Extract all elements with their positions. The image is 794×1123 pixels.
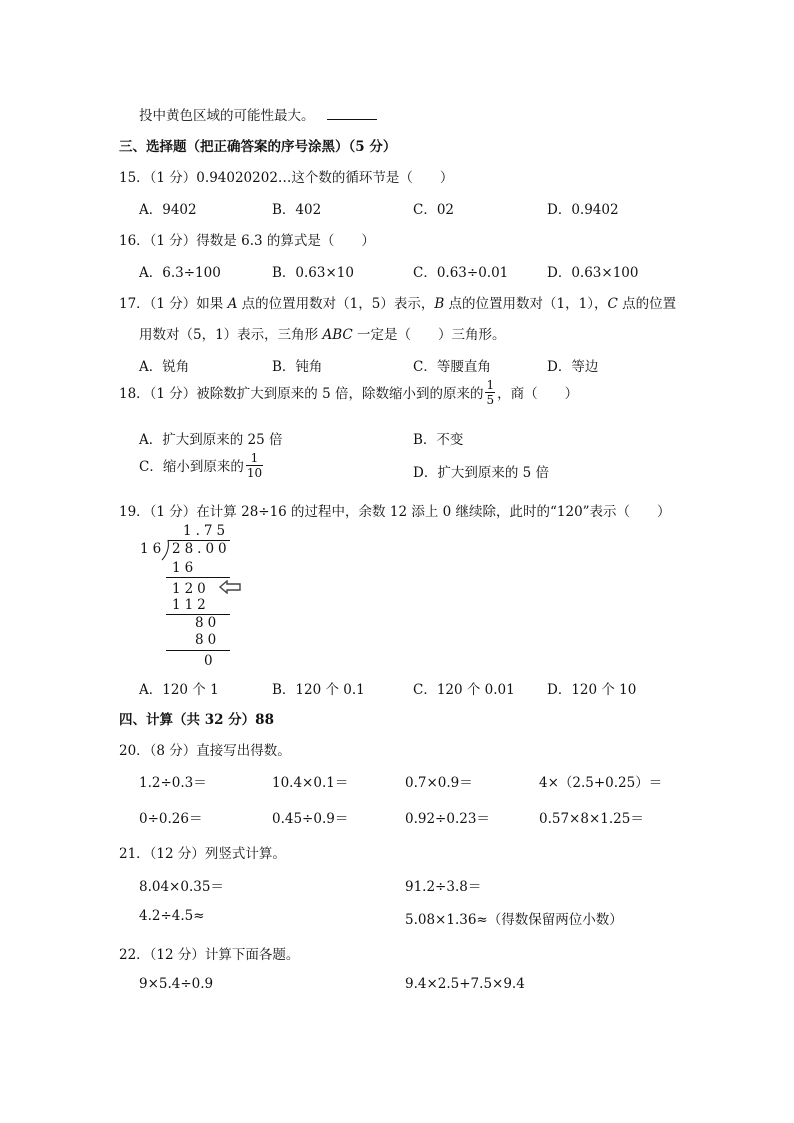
fraction-numerator: 1	[486, 378, 495, 392]
point-b-label: B	[434, 296, 445, 312]
q21-expr[interactable]: 91.2÷3.8＝	[405, 879, 482, 895]
q22-expr[interactable]: 9×5.4÷0.9	[139, 976, 214, 992]
previous-question-tail	[139, 104, 377, 124]
step-product-1: 16	[172, 560, 198, 576]
fraction-one-fifth	[485, 379, 495, 406]
q15-option-a[interactable]: A．9402	[139, 202, 197, 218]
q19-option-a[interactable]: A．120 个 1	[139, 682, 219, 698]
q20-expr[interactable]: 1.2÷0.3＝	[139, 775, 207, 791]
question-17-stem-line2	[139, 323, 506, 343]
step-remainder-120: 120	[172, 581, 210, 597]
q20-expr[interactable]: 0.92÷0.23＝	[405, 811, 490, 827]
q15-option-c[interactable]: C．02	[413, 202, 455, 218]
stem-part: 17．（1 分）如果	[119, 296, 228, 312]
q17-option-a[interactable]: A．锐角	[139, 359, 190, 375]
section-3-title: 三、选择题（把正确答案的序号涂黑）（5 分）	[119, 139, 397, 155]
q21-expr[interactable]: 8.04×0.35＝	[139, 879, 224, 895]
fraction-denominator: 5	[486, 393, 495, 407]
dividend: 28.00	[172, 541, 231, 557]
stem-part: ，商（ ）	[497, 386, 579, 402]
q18-option-b[interactable]: B．不变	[413, 432, 464, 448]
fraction-numerator: 1	[250, 451, 259, 465]
q17-option-d[interactable]: D．等边	[547, 359, 599, 375]
stem-part: 18．（1 分）被除数扩大到原来的 5 倍，除数缩小到的原来的	[119, 386, 484, 402]
stem-part: 点的位置用数对（1，5）表示，	[237, 296, 435, 312]
point-c-label: C	[607, 296, 618, 312]
q18-option-c[interactable]	[139, 451, 265, 481]
answer-blank[interactable]	[327, 107, 377, 120]
q21-expr[interactable]: 4.2÷4.5≈	[139, 908, 205, 924]
q17-option-c[interactable]: C．等腰直角	[413, 359, 491, 375]
tail-text: 投中黄色区域的可能性最大。	[139, 108, 315, 124]
final-remainder: 0	[204, 653, 217, 669]
step-product-3: 80	[195, 632, 221, 648]
q20-expr[interactable]: 0÷0.26＝	[139, 811, 203, 827]
stem-part: 点的位置	[617, 296, 677, 312]
question-18-stem	[119, 378, 579, 408]
q20-expr[interactable]: 10.4×0.1＝	[272, 775, 349, 791]
q20-expr[interactable]: 0.45÷0.9＝	[272, 811, 349, 827]
q21-expr[interactable]: 5.08×1.36≈（得数保留两位小数）	[405, 912, 623, 928]
step-line-1	[166, 577, 230, 578]
triangle-label: ABC	[322, 327, 353, 343]
option-text: C．缩小到原来的	[139, 459, 244, 475]
point-a-label: A	[227, 296, 238, 312]
divisor: 16	[140, 541, 166, 557]
q16-option-c[interactable]: C．0.63÷0.01	[413, 265, 509, 281]
quotient: 1.75	[183, 523, 230, 539]
stem-part: 一定是（ ）三角形。	[352, 327, 506, 343]
question-19-stem: 19．（1 分）在计算 28÷16 的过程中，余数 12 添上 0 继续除，此时的“120”表示（ ）	[119, 504, 671, 520]
q16-option-a[interactable]: A．6.3÷100	[139, 265, 221, 281]
q20-expr[interactable]: 4×（2.5+0.25）＝	[539, 775, 663, 791]
question-15-stem: 15．（1 分）0.94020202…这个数的循环节是（ ）	[119, 170, 454, 186]
step-remainder-80: 80	[195, 615, 221, 631]
q22-expr[interactable]: 9.4×2.5+7.5×9.4	[405, 976, 525, 992]
section-4-title: 四、计算（共 32 分）88	[119, 712, 274, 728]
q18-option-d[interactable]: D．扩大到原来的 5 倍	[413, 465, 549, 481]
q19-option-b[interactable]: B．120 个 0.1	[272, 682, 365, 698]
question-21-stem: 21．（12 分）列竖式计算。	[119, 846, 286, 862]
q19-option-c[interactable]: C．120 个 0.01	[413, 682, 515, 698]
q17-option-b[interactable]: B．钝角	[272, 359, 323, 375]
q20-expr[interactable]: 0.57×8×1.25＝	[539, 811, 644, 827]
step-product-2: 112	[172, 597, 210, 613]
q16-option-d[interactable]: D．0.63×100	[547, 265, 639, 281]
question-17-stem-line1	[119, 292, 676, 312]
q20-expr[interactable]: 0.7×0.9＝	[405, 775, 473, 791]
question-20-stem: 20．（8 分）直接写出得数。	[119, 743, 291, 759]
question-16-stem: 16．（1 分）得数是 6.3 的算式是（ ）	[119, 233, 375, 249]
stem-part: 点的位置用数对（1，1），	[444, 296, 608, 312]
left-arrow-icon	[218, 580, 242, 594]
stem-part: 用数对（5，1）表示，三角形	[139, 327, 323, 343]
q15-option-b[interactable]: B．402	[272, 202, 322, 218]
q19-option-d[interactable]: D．120 个 10	[547, 682, 637, 698]
q15-option-d[interactable]: D．0.9402	[547, 202, 619, 218]
fraction-denominator: 10	[246, 466, 263, 480]
q18-option-a[interactable]: A．扩大到原来的 25 倍	[139, 432, 283, 448]
question-22-stem: 22．（12 分）计算下面各题。	[119, 947, 300, 963]
step-line-3	[166, 650, 230, 651]
fraction-one-tenth	[246, 452, 263, 479]
q16-option-b[interactable]: B．0.63×10	[272, 265, 354, 281]
